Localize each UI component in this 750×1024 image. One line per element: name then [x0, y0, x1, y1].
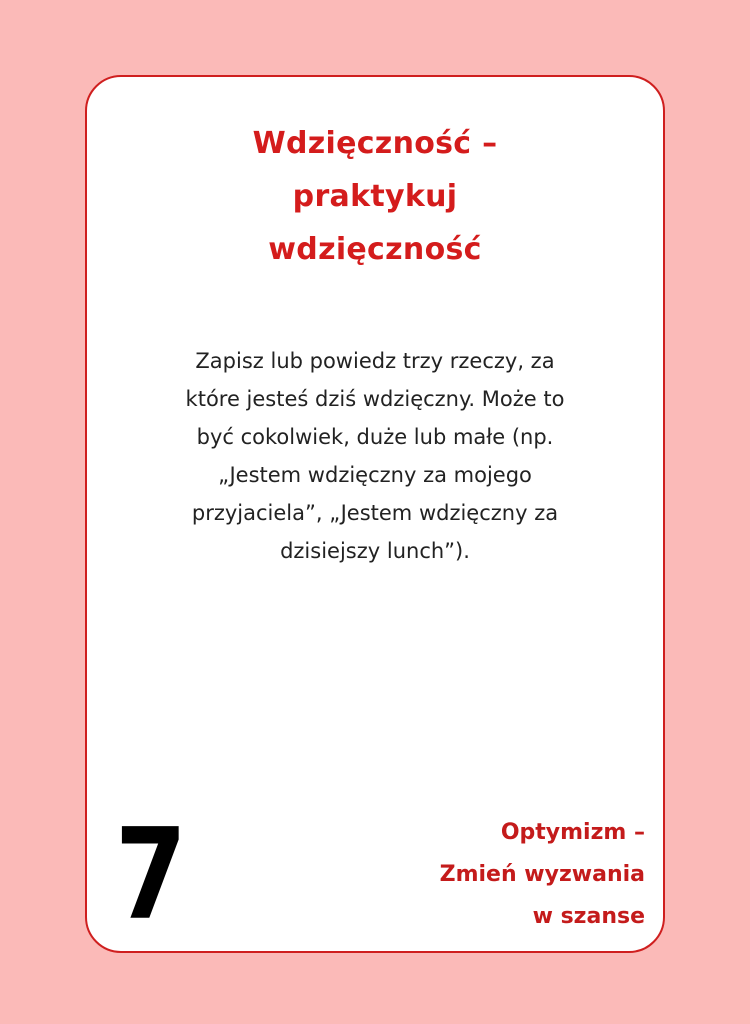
card-title-line: praktykuj — [292, 179, 458, 214]
card-title-line: wdzięczność — [268, 232, 482, 267]
description-line: dzisiejszy lunch”). — [280, 539, 470, 563]
description-line: Zapisz lub powiedz trzy rzeczy, za — [195, 349, 555, 373]
card-description — [127, 342, 623, 570]
description-line: które jesteś dziś wdzięczny. Może to — [185, 387, 565, 411]
card-number: 7 — [115, 801, 187, 948]
next-card-title-line: w szanse — [532, 904, 645, 929]
description-line: być cokolwiek, duże lub małe (np. — [196, 425, 554, 449]
card-title — [87, 117, 663, 276]
next-card-title-line: Optymizm – — [500, 820, 645, 845]
challenge-card — [85, 75, 665, 953]
description-line: przyjaciela”, „Jestem wdzięczny za — [191, 501, 559, 525]
card-title-line: Wdzięczność – — [252, 126, 498, 161]
description-line: „Jestem wdzięczny za mojego — [218, 463, 532, 487]
next-card-title — [440, 812, 645, 938]
next-card-title-line: Zmień wyzwania — [439, 862, 645, 887]
